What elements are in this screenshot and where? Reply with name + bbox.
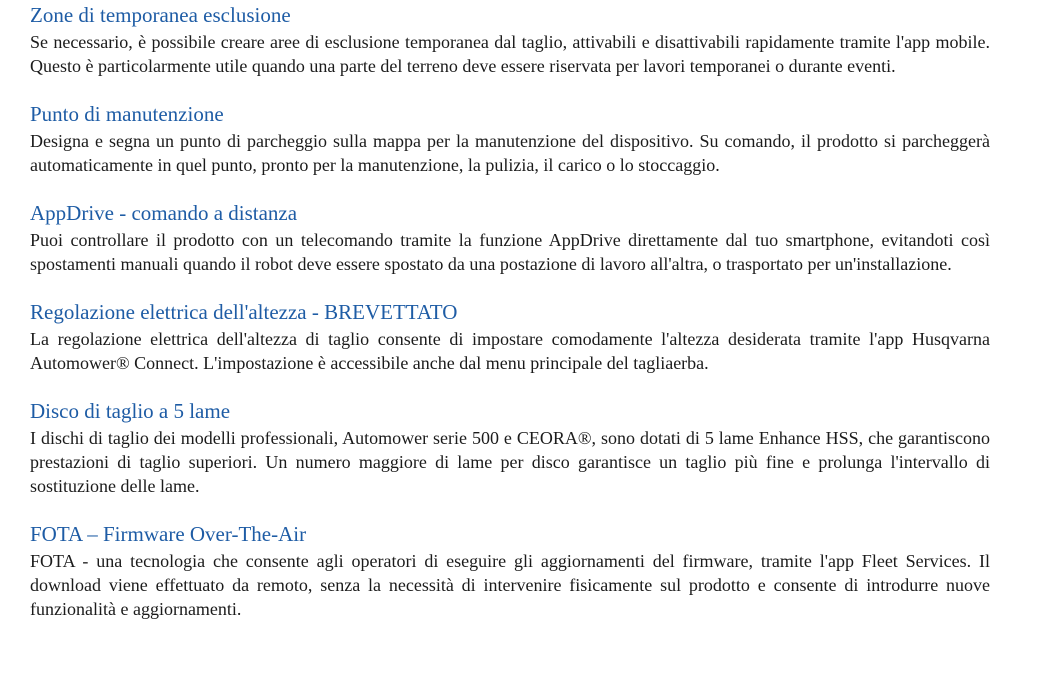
section-punto-manutenzione [30,102,990,177]
section-heading: Regolazione elettrica dell'altezza - BREVETTATO [30,300,458,324]
section-paragraph: La regolazione elettrica dell'altezza di taglio consente di impostare comodamente l'altezza desiderata tramite l'app Husqvarna Automower® Connect. L'impostazione è accessibile anche dal menu principale del tagliaerba. [30,329,990,373]
section-heading: Zone di temporanea esclusione [30,3,291,27]
section-zone-esclusione [30,3,990,78]
section-paragraph: I dischi di taglio dei modelli professionali, Automower serie 500 e CEORA®, sono dotati di 5 lame Enhance HSS, che garantiscono prestazioni di taglio superiori. Un numero maggiore di lame per disco garantisce un taglio più fine e prolunga l'intervallo di sostituzione delle lame. [30,428,990,496]
section-paragraph: FOTA - una tecnologia che consente agli operatori di eseguire gli aggiornamenti del firmware, tramite l'app Fleet Services. Il download viene effettuato da remoto, senza la necessità di intervenire fisicamente sul prodotto e consente di introdurre nuove funzionalità e aggiornamenti. [30,551,990,619]
section-heading: AppDrive - comando a distanza [30,201,298,225]
section-paragraph: Puoi controllare il prodotto con un telecomando tramite la funzione AppDrive direttamente dal tuo smartphone, evitandoti così spostamenti manuali quando il robot deve essere spostato da una postazione di lavoro all'altra, o trasportato per un'installazione. [30,230,990,274]
section-heading: Disco di taglio a 5 lame [30,399,231,423]
section-fota [30,522,990,621]
section-disco-taglio [30,399,990,498]
section-paragraph: Designa e segna un punto di parcheggio sulla mappa per la manutenzione del dispositivo. Su comando, il prodotto si parcheggerà automaticamente in quel punto, pronto per la manutenzione, la pulizia, il carico o lo stoccaggio. [30,131,990,175]
section-heading: FOTA – Firmware Over-The-Air [30,522,307,546]
section-heading: Punto di manutenzione [30,102,224,126]
section-appdrive [30,201,990,276]
section-regolazione-altezza [30,300,990,375]
section-paragraph: Se necessario, è possibile creare aree di esclusione temporanea dal taglio, attivabili e disattivabili rapidamente tramite l'app mobile. Questo è particolarmente utile quando una parte del terreno deve essere riservata per lavori temporanei o durante eventi. [30,32,990,76]
